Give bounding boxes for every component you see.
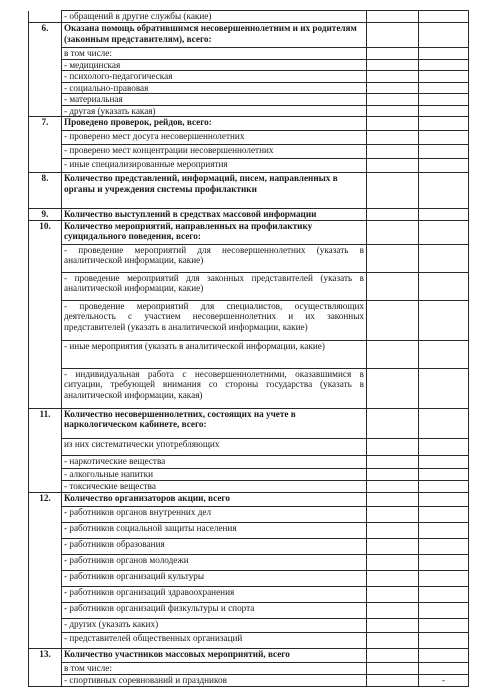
value-cell-1[interactable]	[367, 554, 419, 570]
table-row	[29, 23, 469, 48]
row-number: 6.	[29, 23, 62, 48]
line-item-label: - работников социальной защиты населения	[62, 522, 367, 538]
table-row	[29, 674, 469, 686]
value-cell-2[interactable]	[419, 632, 469, 648]
value-cell-1[interactable]	[367, 82, 419, 94]
row-number	[29, 159, 62, 173]
value-cell-2[interactable]	[419, 244, 469, 272]
value-cell-2[interactable]	[419, 618, 469, 632]
line-item-label: - работников органов молодежи	[62, 554, 367, 570]
value-cell-2[interactable]	[419, 220, 469, 244]
table-row	[29, 209, 469, 221]
row-number: 11.	[29, 408, 62, 438]
value-cell-1[interactable]	[367, 173, 419, 209]
row-number	[29, 300, 62, 340]
value-cell-2[interactable]	[419, 408, 469, 438]
line-item-label: - работников организаций физкультуры и спорта	[62, 602, 367, 618]
value-cell-1[interactable]	[367, 340, 419, 368]
line-item-label: - работников органов внутренних дел	[62, 506, 367, 522]
row-number	[29, 554, 62, 570]
table-row	[29, 71, 469, 83]
row-number	[29, 506, 62, 522]
value-cell-2[interactable]	[419, 131, 469, 145]
line-item-label: - проведение мероприятий для специалистов, осуществляющих деятельность с участием несовершеннолетних и их законных представителей (указать в аналитической информации, какие)	[62, 300, 367, 340]
line-item-label: - материальная	[62, 94, 367, 106]
value-cell-2[interactable]	[419, 554, 469, 570]
line-item-label: - проверено мест досуга несовершеннолетних	[62, 131, 367, 145]
line-item-label: из них систематически употребляющих	[62, 438, 367, 455]
line-item-label: - других (указать каких)	[62, 618, 367, 632]
table-row	[29, 300, 469, 340]
table-row	[29, 455, 469, 468]
value-cell-2[interactable]: -	[419, 674, 469, 686]
section-heading: Количество несовершеннолетних, состоящих на учете в наркологическом кабинете, всего:	[62, 408, 367, 438]
value-cell-1[interactable]	[367, 632, 419, 648]
value-cell-1[interactable]	[367, 602, 419, 618]
value-cell-1[interactable]	[367, 506, 419, 522]
row-number	[29, 602, 62, 618]
value-cell-1[interactable]	[367, 538, 419, 554]
value-cell-1[interactable]	[367, 522, 419, 538]
section-heading: Проведено проверок, рейдов, всего:	[62, 117, 367, 131]
row-number	[29, 618, 62, 632]
value-cell-2[interactable]	[419, 173, 469, 209]
table-row	[29, 522, 469, 538]
row-number	[29, 438, 62, 455]
row-number	[29, 145, 62, 159]
table-row	[29, 662, 469, 674]
section-heading: Количество представлений, информаций, писем, направленных в органы и учреждения системы профилактики	[62, 173, 367, 209]
row-number	[29, 662, 62, 674]
value-cell-1[interactable]	[367, 662, 419, 674]
table-row	[29, 94, 469, 106]
line-item-label: - проверено мест концентрации несовершеннолетних	[62, 145, 367, 159]
row-number	[29, 244, 62, 272]
line-item-label: - социально-правовая	[62, 82, 367, 94]
line-item-label: - работников организаций культуры	[62, 570, 367, 586]
row-number: 10.	[29, 220, 62, 244]
row-number	[29, 59, 62, 71]
section-heading: Количество участников массовых мероприятий, всего	[62, 648, 367, 662]
value-cell-2[interactable]	[419, 586, 469, 602]
table-row	[29, 618, 469, 632]
value-cell-1[interactable]	[367, 570, 419, 586]
table-row	[29, 220, 469, 244]
value-cell-2[interactable]	[419, 159, 469, 173]
table-row	[29, 468, 469, 480]
table-row	[29, 538, 469, 554]
line-item-label: в том числе:	[62, 662, 367, 674]
value-cell-1[interactable]	[367, 368, 419, 408]
table-row	[29, 632, 469, 648]
row-number	[29, 131, 62, 145]
table-row	[29, 480, 469, 492]
line-item-label: - иные мероприятия (указать в аналитической информации, какие)	[62, 340, 367, 368]
row-number: 8.	[29, 173, 62, 209]
line-item-label: - токсические вещества	[62, 480, 367, 492]
value-cell-2[interactable]	[419, 272, 469, 300]
value-cell-1[interactable]	[367, 492, 419, 506]
row-number	[29, 48, 62, 60]
value-cell-1[interactable]	[367, 48, 419, 60]
value-cell-1[interactable]	[367, 117, 419, 131]
line-item-label: - работников образования	[62, 538, 367, 554]
table-row	[29, 340, 469, 368]
row-number	[29, 586, 62, 602]
line-item-label: - медицинская	[62, 59, 367, 71]
value-cell-1[interactable]	[367, 674, 419, 686]
row-number	[29, 632, 62, 648]
value-cell-1[interactable]	[367, 159, 419, 173]
value-cell-2[interactable]	[419, 105, 469, 117]
table-row	[29, 159, 469, 173]
line-item-label: - психолого-педагогическая	[62, 71, 367, 83]
value-cell-2[interactable]	[419, 506, 469, 522]
table-row	[29, 506, 469, 522]
line-item-label: - индивидуальная работа с несовершеннолетними, оказавшимися в ситуации, требующей внимания со стороны государства (указать в аналитической информации, какая)	[62, 368, 367, 408]
table-row	[29, 602, 469, 618]
value-cell-2[interactable]	[419, 71, 469, 83]
value-cell-1[interactable]	[367, 23, 419, 48]
table-row	[29, 117, 469, 131]
value-cell-2[interactable]	[419, 480, 469, 492]
line-item-label: - представителей общественных организаций	[62, 632, 367, 648]
value-cell-1[interactable]	[367, 272, 419, 300]
table-row	[29, 244, 469, 272]
value-cell-2[interactable]	[419, 82, 469, 94]
value-cell-2[interactable]	[419, 468, 469, 480]
row-number	[29, 455, 62, 468]
value-cell-1[interactable]	[367, 71, 419, 83]
value-cell-1[interactable]	[367, 11, 419, 23]
line-item-label: в том числе:	[62, 48, 367, 60]
table-row	[29, 59, 469, 71]
row-number: 13.	[29, 648, 62, 662]
value-cell-2[interactable]	[419, 648, 469, 662]
table-row	[29, 173, 469, 209]
value-cell-1[interactable]	[367, 220, 419, 244]
line-item-label: - проведение мероприятий для законных представителей (указать в аналитической информации, какие)	[62, 272, 367, 300]
table-row	[29, 145, 469, 159]
value-cell-1[interactable]	[367, 480, 419, 492]
value-cell-1[interactable]	[367, 209, 419, 221]
value-cell-2[interactable]	[419, 602, 469, 618]
table-row	[29, 586, 469, 602]
value-cell-2[interactable]	[419, 368, 469, 408]
section-heading: Количество выступлений в средствах массовой информации	[62, 209, 367, 221]
table-row	[29, 438, 469, 455]
value-cell-1[interactable]	[367, 455, 419, 468]
value-cell-2[interactable]	[419, 662, 469, 674]
value-cell-2[interactable]	[419, 570, 469, 586]
line-item-label: - проведение мероприятий для несовершеннолетних (указать в аналитической информации, какие)	[62, 244, 367, 272]
value-cell-2[interactable]	[419, 59, 469, 71]
line-item-label: - иные специализированные мероприятия	[62, 159, 367, 173]
value-cell-2[interactable]	[419, 117, 469, 131]
row-number	[29, 480, 62, 492]
value-cell-2[interactable]	[419, 455, 469, 468]
row-number	[29, 11, 62, 23]
section-heading: Количество организаторов акции, всего	[62, 492, 367, 506]
section-heading: Оказана помощь обратившимся несовершеннолетним и их родителям (законным представителям), всего:	[62, 23, 367, 48]
table-row	[29, 11, 469, 23]
value-cell-1[interactable]	[367, 131, 419, 145]
value-cell-1[interactable]	[367, 244, 419, 272]
table-row	[29, 82, 469, 94]
row-number	[29, 570, 62, 586]
line-item-label: - спортивных соревнований и праздников	[62, 674, 367, 686]
row-number	[29, 368, 62, 408]
value-cell-2[interactable]	[419, 23, 469, 48]
value-cell-2[interactable]	[419, 209, 469, 221]
value-cell-1[interactable]	[367, 300, 419, 340]
value-cell-2[interactable]	[419, 538, 469, 554]
value-cell-2[interactable]	[419, 492, 469, 506]
table-row	[29, 554, 469, 570]
row-number	[29, 340, 62, 368]
value-cell-1[interactable]	[367, 105, 419, 117]
value-cell-1[interactable]	[367, 648, 419, 662]
table-row	[29, 131, 469, 145]
row-number	[29, 94, 62, 106]
line-item-label: - обращений в другие службы (какие)	[62, 11, 367, 23]
table-row	[29, 648, 469, 662]
value-cell-2[interactable]	[419, 94, 469, 106]
value-cell-2[interactable]	[419, 48, 469, 60]
value-cell-2[interactable]	[419, 522, 469, 538]
row-number: 7.	[29, 117, 62, 131]
row-number	[29, 538, 62, 554]
row-number	[29, 272, 62, 300]
row-number	[29, 71, 62, 83]
row-number	[29, 105, 62, 117]
value-cell-2[interactable]	[419, 340, 469, 368]
table-row	[29, 105, 469, 117]
table-row	[29, 272, 469, 300]
table-row	[29, 408, 469, 438]
value-cell-1[interactable]	[367, 586, 419, 602]
value-cell-2[interactable]	[419, 438, 469, 455]
table-row	[29, 492, 469, 506]
line-item-label: - алкогольные напитки	[62, 468, 367, 480]
value-cell-1[interactable]	[367, 618, 419, 632]
value-cell-2[interactable]	[419, 11, 469, 23]
table-row	[29, 368, 469, 408]
value-cell-1[interactable]	[367, 94, 419, 106]
value-cell-2[interactable]	[419, 145, 469, 159]
row-number: 12.	[29, 492, 62, 506]
row-number	[29, 674, 62, 686]
row-number: 9.	[29, 209, 62, 221]
row-number	[29, 82, 62, 94]
table-row	[29, 570, 469, 586]
value-cell-1[interactable]	[367, 438, 419, 455]
value-cell-1[interactable]	[367, 145, 419, 159]
value-cell-2[interactable]	[419, 300, 469, 340]
section-heading: Количество мероприятий, направленных на профилактику суицидального поведения, всего:	[62, 220, 367, 244]
value-cell-1[interactable]	[367, 59, 419, 71]
report-form-table	[28, 10, 469, 687]
row-number	[29, 468, 62, 480]
table-row	[29, 48, 469, 60]
line-item-label: - другая (указать какая)	[62, 105, 367, 117]
line-item-label: - наркотические вещества	[62, 455, 367, 468]
value-cell-1[interactable]	[367, 468, 419, 480]
row-number	[29, 522, 62, 538]
value-cell-1[interactable]	[367, 408, 419, 438]
line-item-label: - работников организаций здравоохранения	[62, 586, 367, 602]
